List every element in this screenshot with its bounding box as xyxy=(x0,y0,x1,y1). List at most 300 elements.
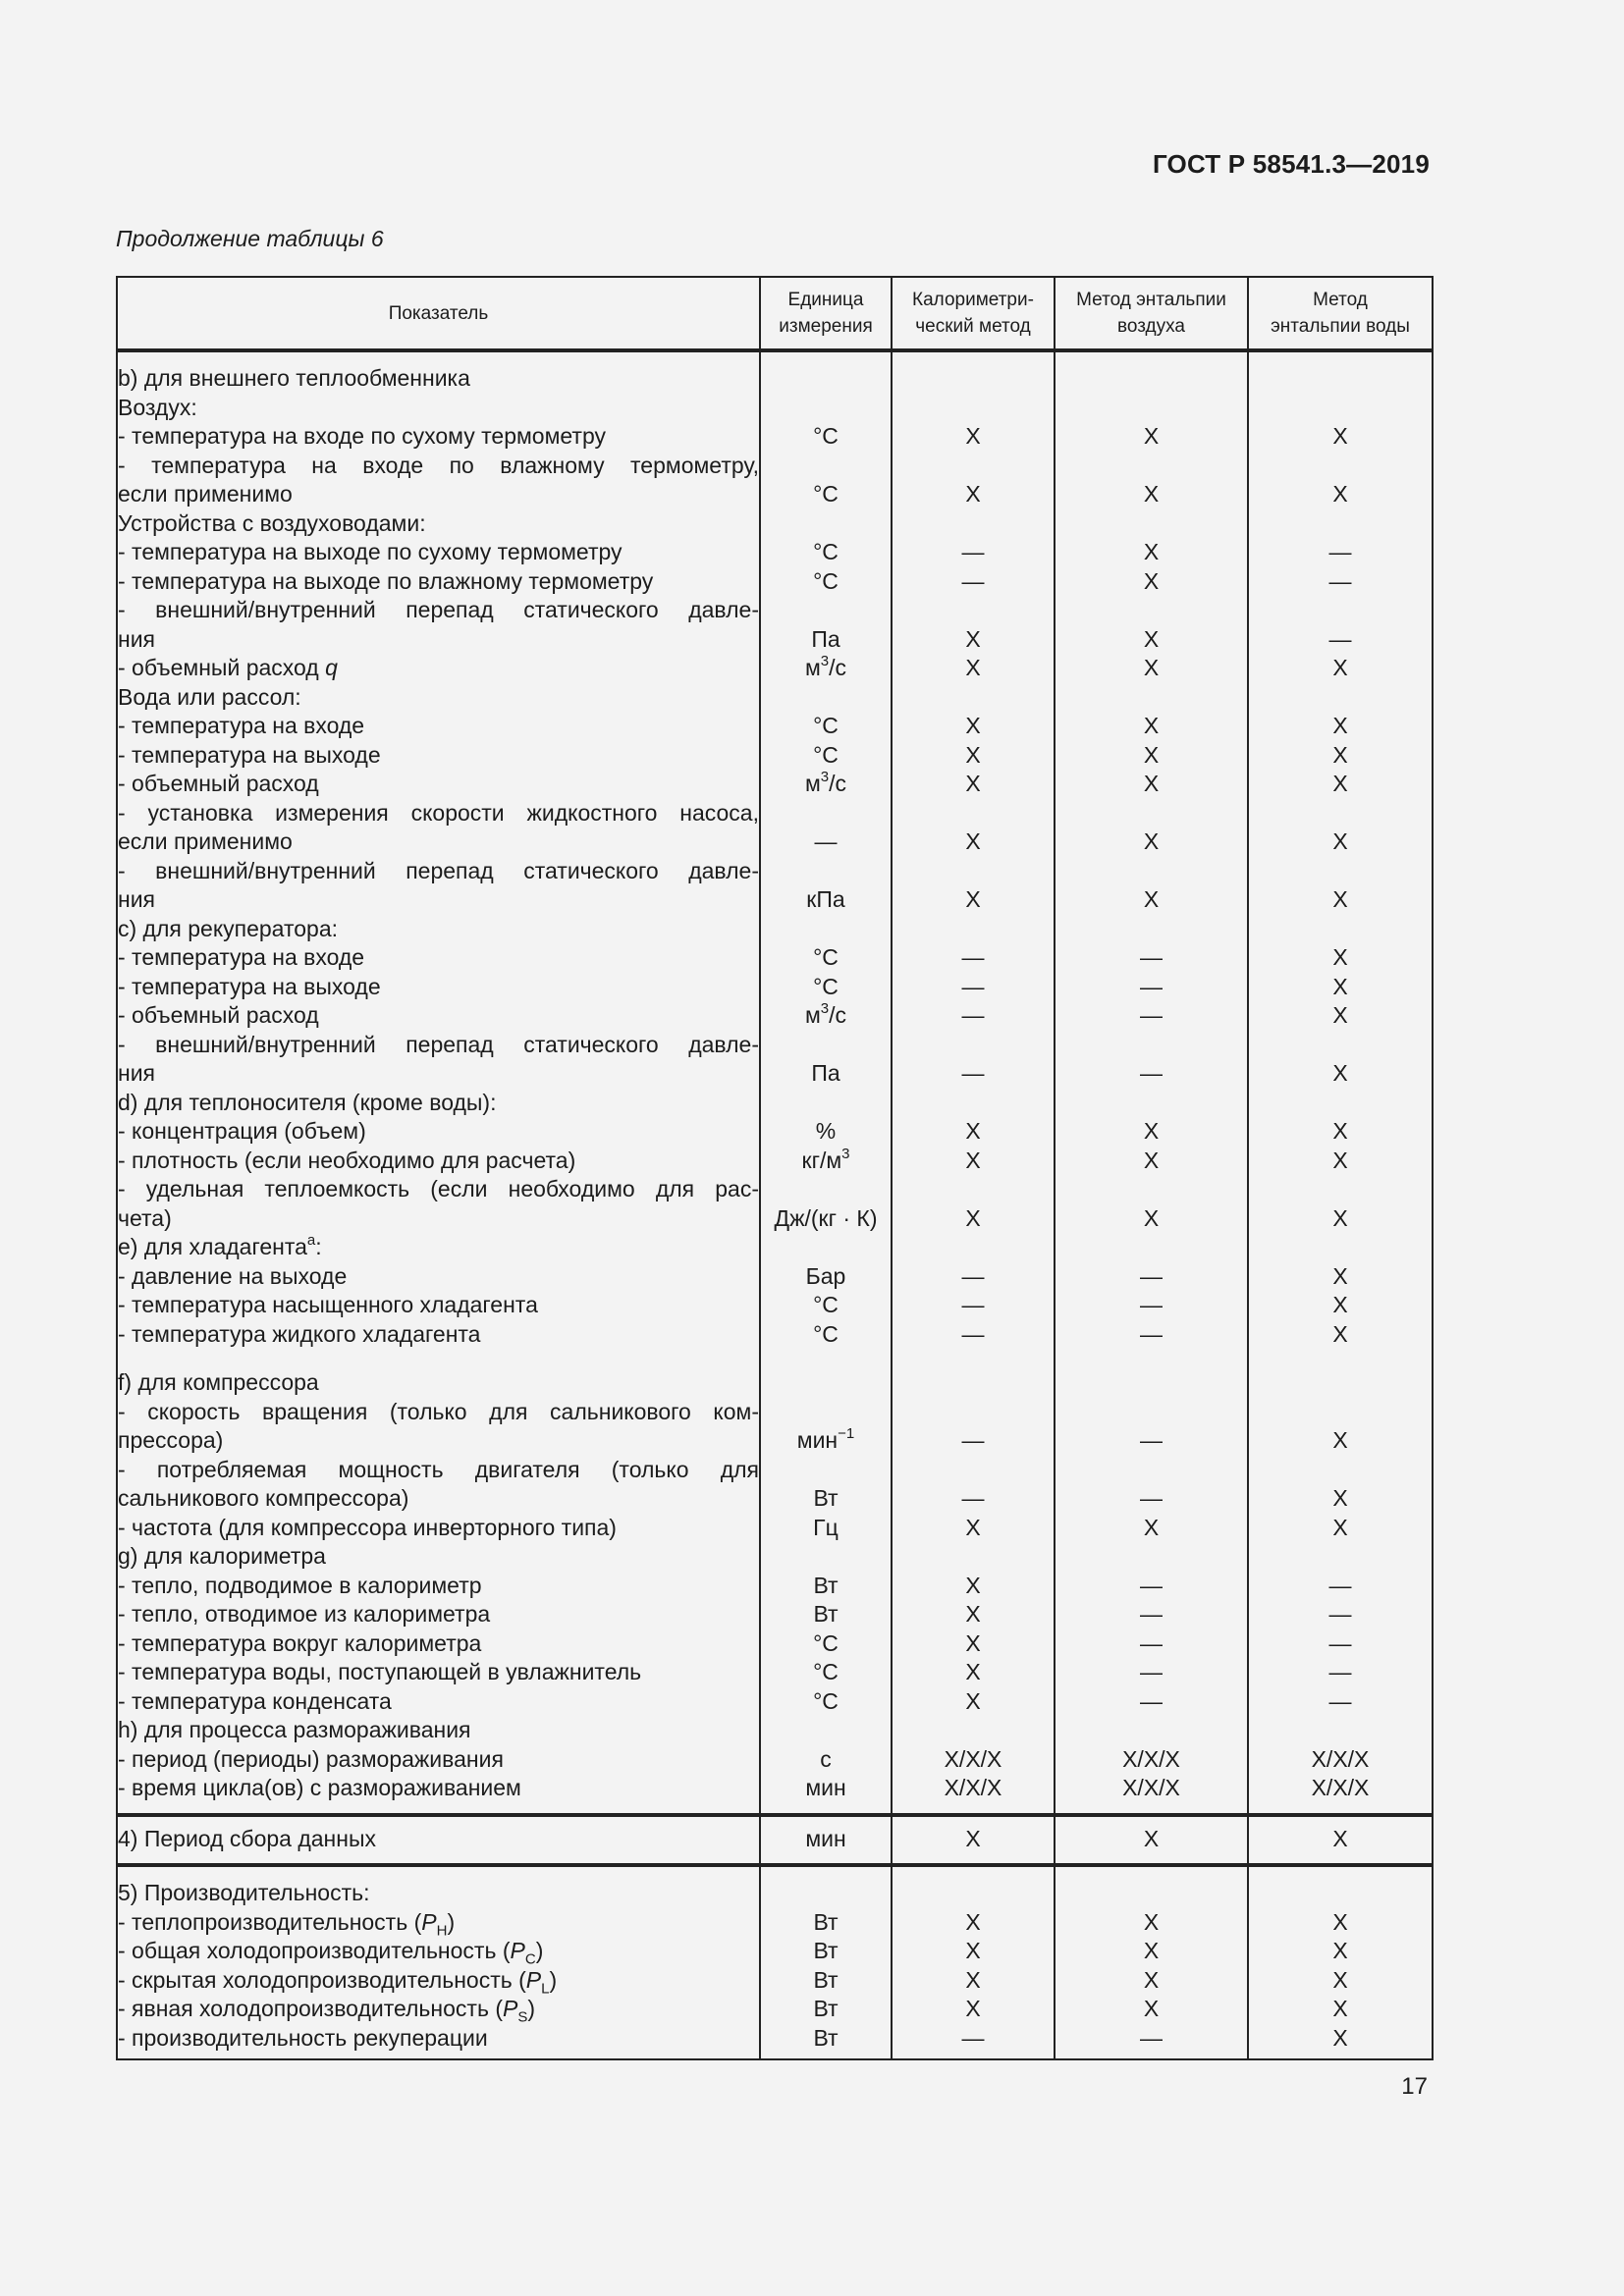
row-value xyxy=(1056,1349,1247,1368)
row-value: — xyxy=(961,1320,985,1347)
row-label: - удельная теплоемкость (если необходимо для рас- xyxy=(118,1176,759,1201)
row-value: X xyxy=(1332,973,1348,999)
row-value: — xyxy=(1140,2024,1163,2051)
calorimetric-cell xyxy=(892,1815,1055,1866)
row-value: — xyxy=(1140,1427,1163,1453)
row-value xyxy=(1056,596,1247,625)
header-calorimetric-method xyxy=(892,277,1055,350)
row-value: X xyxy=(965,625,981,652)
row-value xyxy=(1249,1398,1432,1427)
row-value: мин$^{-1}$ xyxy=(796,1426,855,1453)
row-value xyxy=(1249,1542,1432,1572)
row-value: X xyxy=(1143,886,1160,912)
header-line: Метод xyxy=(1313,290,1368,310)
row-label: - температура на входе по влажному термометру, xyxy=(118,452,759,478)
row-value: X xyxy=(1332,1292,1348,1317)
row-value: X xyxy=(1332,481,1348,507)
row-value xyxy=(1249,1089,1432,1118)
row-value: Дж/(кг · К) xyxy=(774,1204,878,1231)
row-value: Вт xyxy=(813,1938,839,1963)
water-enthalpy-cell xyxy=(1248,1865,1433,2059)
row-label: - частота (для компрессора инверторного типа) xyxy=(118,1514,617,1540)
row-value: X xyxy=(1143,1996,1160,2021)
row-value: мин xyxy=(805,1825,846,1851)
row-value: — xyxy=(1328,539,1352,564)
row-value xyxy=(1056,915,1247,944)
indicators-table xyxy=(116,276,1434,2060)
row-value xyxy=(1249,1368,1432,1398)
row-label: c) для рекуператора: xyxy=(118,915,339,941)
row-value: — xyxy=(961,973,985,999)
row-value: X xyxy=(965,713,981,738)
row-value: X xyxy=(1143,1825,1160,1851)
header-air-enthalpy-method xyxy=(1055,277,1248,350)
indicator-cell xyxy=(117,350,760,1815)
row-label: - плотность (если необходимо для расчета) xyxy=(118,1147,576,1173)
row-value: — xyxy=(1140,1629,1163,1656)
row-value xyxy=(1056,1368,1247,1398)
row-value xyxy=(1249,452,1432,481)
row-value xyxy=(1056,1398,1247,1427)
air-enthalpy-cell xyxy=(1055,350,1248,1815)
row-value xyxy=(761,364,891,394)
row-value: X xyxy=(965,1601,981,1627)
row-label: прессора) xyxy=(118,1427,224,1453)
row-value: — xyxy=(1140,944,1163,970)
row-value: — xyxy=(1328,1572,1352,1598)
row-value xyxy=(1249,1233,1432,1262)
row-value: °С xyxy=(813,539,839,564)
row-value: X xyxy=(1143,625,1160,652)
row-value: X xyxy=(965,771,981,796)
row-value: Вт xyxy=(813,1601,839,1627)
row-label: - температура вокруг калориметра xyxy=(118,1629,482,1656)
row-value xyxy=(1056,364,1247,394)
row-value: X xyxy=(1332,1514,1348,1540)
row-value: X/X/X xyxy=(1311,1745,1370,1772)
row-value: Вт xyxy=(813,1572,839,1598)
row-value: Вт xyxy=(813,1485,839,1511)
row-value xyxy=(1056,857,1247,886)
row-value: — xyxy=(1328,1687,1352,1714)
row-value xyxy=(893,1456,1054,1485)
row-value: X xyxy=(965,741,981,768)
row-label: - температура на выходе xyxy=(118,973,381,999)
header-line: Показатель xyxy=(388,302,489,324)
row-label: - температура воды, поступающей в увлажнитель xyxy=(118,1659,642,1684)
row-value xyxy=(1249,799,1432,828)
row-value: $кг/м^3$ xyxy=(801,1146,850,1173)
row-value: — xyxy=(1328,1601,1352,1627)
row-label: - теплопроизводительность $(P_H)$ xyxy=(118,1908,456,1937)
row-value xyxy=(761,1233,891,1262)
row-label: - внешний/внутренний перепад статического давле- xyxy=(118,857,759,883)
row-value: — xyxy=(1328,567,1352,594)
row-label: сальникового компрессора) xyxy=(118,1485,409,1511)
row-label: Вода или рассол: xyxy=(118,683,301,710)
row-label: - производительность рекуперации xyxy=(118,2024,488,2051)
row-value: $м^3/с$ xyxy=(804,770,847,796)
header-line: воздуха xyxy=(1117,316,1185,337)
row-value xyxy=(761,1879,891,1908)
row-value xyxy=(893,509,1054,539)
row-value xyxy=(1249,1031,1432,1060)
row-label: - температура на выходе по сухому термометру xyxy=(118,539,623,564)
row-value: X xyxy=(965,1572,981,1598)
row-value xyxy=(1056,1233,1247,1262)
row-value: X xyxy=(1143,741,1160,768)
row-label: 5) Производительность: xyxy=(118,1880,370,1905)
header-line: Метод энтальпии xyxy=(1076,290,1226,310)
row-value: °С xyxy=(813,1320,839,1347)
air-enthalpy-cell xyxy=(1055,1815,1248,1866)
row-value xyxy=(893,394,1054,423)
row-value: X xyxy=(1332,828,1348,854)
row-label: - общая холодопроизводительность $(P_C)$ xyxy=(118,1938,544,1966)
row-value xyxy=(761,1089,891,1118)
row-value: Вт xyxy=(813,1996,839,2021)
row-label: - температура насыщенного хладагента xyxy=(118,1292,538,1317)
row-value xyxy=(1056,509,1247,539)
row-value: °С xyxy=(813,1292,839,1317)
row-value xyxy=(1249,509,1432,539)
row-value: — xyxy=(1328,1659,1352,1684)
row-label: - внешний/внутренний перепад статического давле- xyxy=(118,597,759,622)
row-value: X xyxy=(965,1825,981,1851)
row-value xyxy=(893,596,1054,625)
row-value xyxy=(1056,452,1247,481)
row-value: — xyxy=(961,567,985,594)
row-value: X xyxy=(1332,713,1348,738)
row-value: X xyxy=(965,1514,981,1540)
row-value: Вт xyxy=(813,1966,839,1993)
indicator-cell xyxy=(117,1815,760,1866)
row-label: - скрытая холодопроизводительность $(P_L)$ xyxy=(118,1966,558,1995)
table-section xyxy=(117,350,1433,1815)
row-value xyxy=(761,1456,891,1485)
row-value xyxy=(761,1542,891,1572)
row-value: X xyxy=(1143,771,1160,796)
row-label: - температура на входе xyxy=(118,713,365,738)
row-value: X xyxy=(1143,1147,1160,1173)
row-value: X xyxy=(1143,481,1160,507)
row-label: - скорость вращения (только для сальникового ком- xyxy=(118,1398,759,1424)
row-value: — xyxy=(1140,1687,1163,1714)
row-value: — xyxy=(961,1002,985,1028)
header-indicator xyxy=(117,277,760,350)
row-value: X xyxy=(1332,1060,1348,1086)
row-value xyxy=(893,1349,1054,1368)
row-value: — xyxy=(1140,1002,1163,1028)
row-value xyxy=(1056,394,1247,423)
row-value: X xyxy=(965,1147,981,1173)
row-value xyxy=(1056,683,1247,713)
standard-designation: ГОСТ Р 58541.3—2019 xyxy=(1152,149,1430,179)
row-value: X xyxy=(1332,1966,1348,1993)
row-label: - объемный расход xyxy=(118,1002,319,1028)
row-value: X xyxy=(1332,1320,1348,1347)
row-label: - температура на выходе xyxy=(118,741,381,768)
row-label: g) для калориметра xyxy=(118,1543,326,1569)
row-value: $м^3/с$ xyxy=(804,654,847,680)
row-label: - тепло, подводимое в калориметр xyxy=(118,1572,482,1598)
row-value xyxy=(1249,1349,1432,1368)
calorimetric-cell xyxy=(892,350,1055,1815)
row-value xyxy=(761,1031,891,1060)
table-section xyxy=(117,1815,1433,1866)
row-label: - температура на входе xyxy=(118,944,365,970)
unit-cell xyxy=(760,350,892,1815)
row-value xyxy=(893,799,1054,828)
row-value xyxy=(1249,857,1432,886)
row-value: — xyxy=(1328,1629,1352,1656)
row-value xyxy=(761,596,891,625)
row-value xyxy=(893,364,1054,394)
row-value: X xyxy=(1143,1118,1160,1144)
row-value: — xyxy=(1140,1060,1163,1086)
row-value: X xyxy=(1143,423,1160,449)
header-line: энтальпии воды xyxy=(1271,316,1410,337)
row-label: - температура жидкого хладагента xyxy=(118,1320,481,1347)
row-value: с xyxy=(820,1745,832,1772)
row-value: X xyxy=(965,828,981,854)
row-value: Вт xyxy=(813,2024,839,2051)
row-value: — xyxy=(961,944,985,970)
header-line: измерения xyxy=(779,316,873,337)
row-value: X/X/X xyxy=(944,1775,1002,1800)
row-value: X xyxy=(1332,944,1348,970)
row-value: X xyxy=(965,1629,981,1656)
row-label: - объемный расход xyxy=(118,771,319,796)
row-value: — xyxy=(1140,973,1163,999)
row-value: °С xyxy=(813,423,839,449)
row-label: если применимо xyxy=(118,828,293,854)
row-value: X xyxy=(1332,771,1348,796)
row-value: X xyxy=(1143,539,1160,564)
row-label: если применимо xyxy=(118,481,293,507)
row-value: X xyxy=(965,1659,981,1684)
row-value: X xyxy=(965,1996,981,2021)
row-value: X xyxy=(1332,886,1348,912)
row-value xyxy=(1249,1879,1432,1908)
row-value: X/X/X xyxy=(1122,1775,1180,1800)
water-enthalpy-cell xyxy=(1248,350,1433,1815)
row-value: X xyxy=(965,423,981,449)
row-label: - температура конденсата xyxy=(118,1687,392,1714)
row-value xyxy=(893,1368,1054,1398)
row-value: — xyxy=(961,1262,985,1289)
row-value xyxy=(761,915,891,944)
row-value xyxy=(1249,1716,1432,1745)
row-value: Бар xyxy=(805,1262,846,1289)
header-line: ческий метод xyxy=(915,316,1031,337)
row-value: $м^3/с$ xyxy=(804,1001,847,1028)
header-water-enthalpy-method xyxy=(1248,277,1433,350)
row-label: Воздух: xyxy=(118,394,197,420)
row-value xyxy=(893,857,1054,886)
row-label xyxy=(118,1349,759,1368)
row-label: Устройства с воздуховодами: xyxy=(118,509,426,536)
row-value xyxy=(1056,1031,1247,1060)
table-caption: Продолжение таблицы 6 xyxy=(116,226,384,251)
water-enthalpy-cell xyxy=(1248,1815,1433,1866)
row-value xyxy=(1249,683,1432,713)
row-label: d) для теплоносителя (кроме воды): xyxy=(118,1089,497,1115)
row-value: X/X/X xyxy=(1122,1745,1180,1772)
table-header-row xyxy=(117,277,1433,350)
row-value xyxy=(761,1716,891,1745)
row-value: X xyxy=(1332,423,1348,449)
row-value: X xyxy=(1332,741,1348,768)
row-value xyxy=(893,1031,1054,1060)
row-value xyxy=(893,1879,1054,1908)
row-label: чета) xyxy=(118,1204,172,1231)
header-line: Калориметри- xyxy=(912,290,1034,310)
row-value: — xyxy=(961,1427,985,1453)
row-value: X xyxy=(965,481,981,507)
row-value: X xyxy=(965,1908,981,1935)
row-value xyxy=(1249,394,1432,423)
row-value: Па xyxy=(811,625,840,652)
row-value: X xyxy=(1143,713,1160,738)
row-value: X xyxy=(1332,1427,1348,1453)
row-value: X xyxy=(1332,1118,1348,1144)
row-value xyxy=(761,1368,891,1398)
row-value: X xyxy=(1143,655,1160,680)
row-value: X xyxy=(1332,1825,1348,1851)
row-value xyxy=(1056,1175,1247,1204)
row-value: X xyxy=(1332,1908,1348,1935)
row-value: X xyxy=(1332,1996,1348,2021)
row-value xyxy=(893,1542,1054,1572)
row-value: — xyxy=(1140,1572,1163,1598)
row-value: °С xyxy=(813,1687,839,1714)
page-number: 17 xyxy=(1401,2073,1428,2100)
row-value: °С xyxy=(813,944,839,970)
row-value xyxy=(893,1089,1054,1118)
row-value: X xyxy=(1332,1204,1348,1231)
row-value: — xyxy=(961,1292,985,1317)
row-value: Гц xyxy=(813,1514,839,1540)
row-label: - объемный расход q xyxy=(118,655,338,680)
row-label: e) для хладагента$^a$: xyxy=(118,1233,322,1259)
row-value xyxy=(761,1349,891,1368)
row-value: X xyxy=(965,1966,981,1993)
row-label: f) для компрессора xyxy=(118,1369,319,1395)
row-value xyxy=(893,452,1054,481)
row-value xyxy=(761,799,891,828)
row-value: — xyxy=(961,1485,985,1511)
row-value: — xyxy=(1140,1292,1163,1317)
row-value xyxy=(1249,1175,1432,1204)
row-value xyxy=(1056,1879,1247,1908)
row-value xyxy=(1249,596,1432,625)
row-value: °С xyxy=(813,973,839,999)
row-label: - время цикла(ов) с размораживанием xyxy=(118,1775,521,1800)
row-value xyxy=(1056,1089,1247,1118)
row-value: — xyxy=(1140,1262,1163,1289)
row-value: X xyxy=(965,1204,981,1231)
row-value: — xyxy=(1328,625,1352,652)
row-label: - концентрация (объем) xyxy=(118,1118,366,1144)
row-value xyxy=(761,394,891,423)
row-value: X xyxy=(1143,1938,1160,1963)
row-value xyxy=(761,1175,891,1204)
row-value: X xyxy=(1143,1204,1160,1231)
row-value: X xyxy=(965,655,981,680)
row-value xyxy=(893,1716,1054,1745)
row-value: X/X/X xyxy=(1311,1775,1370,1800)
unit-cell xyxy=(760,1815,892,1866)
row-value: % xyxy=(815,1118,837,1144)
row-value: °С xyxy=(813,741,839,768)
row-value: X xyxy=(1332,1262,1348,1289)
row-value: X xyxy=(1332,2024,1348,2051)
row-value: °С xyxy=(813,1629,839,1656)
row-value: X xyxy=(965,1118,981,1144)
row-label: - температура на входе по сухому термометру xyxy=(118,423,606,449)
row-value: X xyxy=(1332,1938,1348,1963)
row-value: — xyxy=(1140,1320,1163,1347)
row-value: — xyxy=(1140,1485,1163,1511)
row-value: X xyxy=(1332,1002,1348,1028)
row-label: b) для внешнего теплообменника xyxy=(118,365,470,391)
row-label: ния xyxy=(118,625,156,652)
row-value: — xyxy=(814,828,838,854)
row-label: - потребляемая мощность двигателя (только для xyxy=(118,1456,759,1482)
row-value: X xyxy=(1332,1147,1348,1173)
row-value xyxy=(1249,364,1432,394)
row-value: X xyxy=(1143,828,1160,854)
header-line: Единица xyxy=(787,290,864,310)
row-label: - внешний/внутренний перепад статического давле- xyxy=(118,1031,759,1057)
row-value xyxy=(1056,1716,1247,1745)
row-value xyxy=(893,1233,1054,1262)
row-value: X xyxy=(1332,655,1348,680)
row-value: °С xyxy=(813,713,839,738)
row-value: X xyxy=(1143,567,1160,594)
row-value: Па xyxy=(811,1060,840,1086)
unit-cell xyxy=(760,1865,892,2059)
row-value: X xyxy=(965,886,981,912)
table-section xyxy=(117,1865,1433,2059)
row-label: - период (периоды) размораживания xyxy=(118,1745,504,1772)
row-label: - температура на выходе по влажному термометру xyxy=(118,567,654,594)
row-value: — xyxy=(1140,1601,1163,1627)
row-value: мин xyxy=(805,1775,846,1800)
row-value: Вт xyxy=(813,1908,839,1935)
indicator-cell xyxy=(117,1865,760,2059)
row-label: - тепло, отводимое из калориметра xyxy=(118,1601,491,1627)
row-value xyxy=(1056,1542,1247,1572)
row-value: X xyxy=(1143,1514,1160,1540)
row-value: — xyxy=(961,1060,985,1086)
row-value: X xyxy=(1143,1908,1160,1935)
row-label: - явная холодопроизводительность $(P_S)$ xyxy=(118,1996,536,2024)
row-label: h) для процесса размораживания xyxy=(118,1717,471,1742)
row-value: °С xyxy=(813,567,839,594)
row-value xyxy=(761,1398,891,1427)
row-value xyxy=(1056,799,1247,828)
row-value: X xyxy=(1143,1966,1160,1993)
row-value: кПа xyxy=(806,886,845,912)
row-value xyxy=(1056,1456,1247,1485)
row-value: °С xyxy=(813,481,839,507)
row-value: X xyxy=(965,1938,981,1963)
row-value: — xyxy=(1140,1659,1163,1684)
header-unit xyxy=(760,277,892,350)
row-label: ния xyxy=(118,1060,156,1086)
